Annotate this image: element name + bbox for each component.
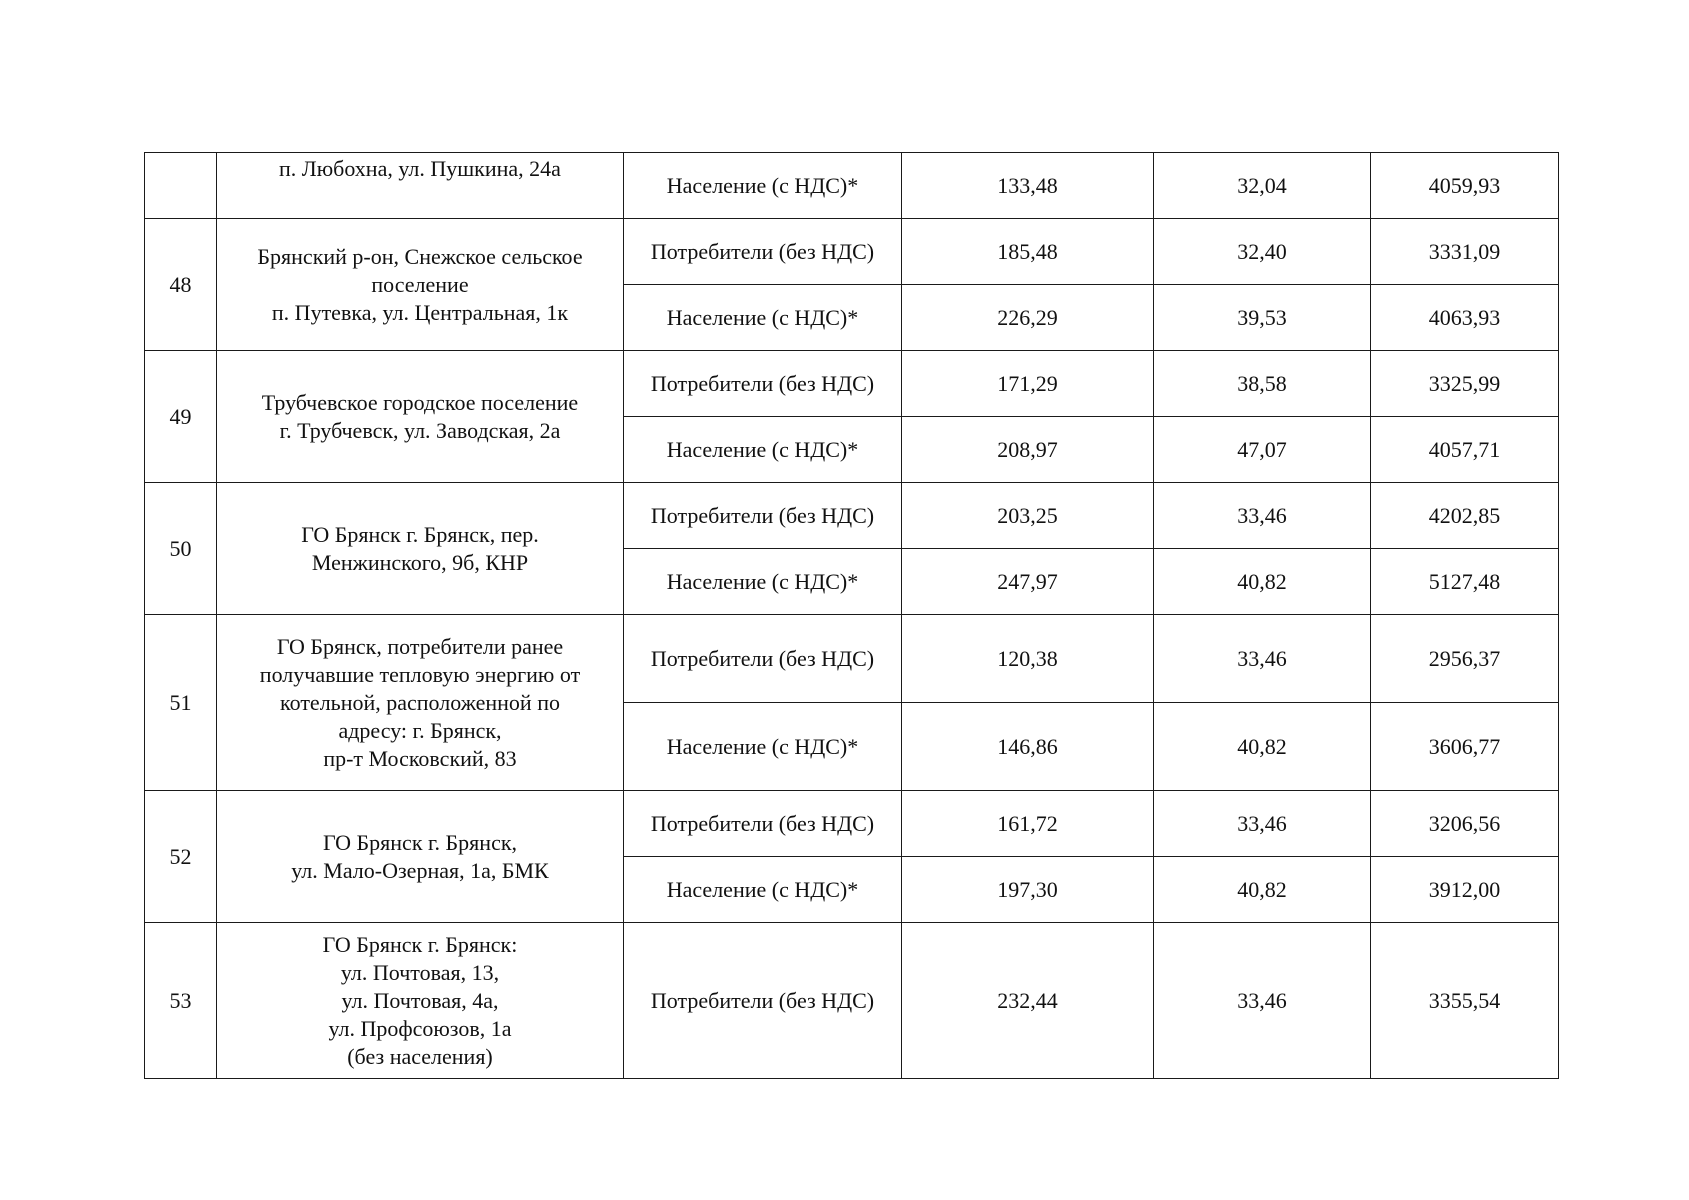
value-2: 33,46	[1154, 791, 1371, 857]
row-address: ГО Брянск г. Брянск, пер. Менжинского, 9б, КНР	[217, 483, 624, 615]
value-1: 161,72	[902, 791, 1154, 857]
tariff-table	[144, 152, 1559, 1079]
value-1: 146,86	[902, 703, 1154, 791]
value-3: 2956,37	[1371, 615, 1559, 703]
value-1: 120,38	[902, 615, 1154, 703]
consumer-category: Население (с НДС)*	[624, 285, 902, 351]
consumer-category: Население (с НДС)*	[624, 417, 902, 483]
value-2: 40,82	[1154, 857, 1371, 923]
value-1: 171,29	[902, 351, 1154, 417]
value-3: 4059,93	[1371, 153, 1559, 219]
value-2: 39,53	[1154, 285, 1371, 351]
row-number: 51	[145, 615, 217, 791]
value-1: 133,48	[902, 153, 1154, 219]
consumer-category: Потребители (без НДС)	[624, 615, 902, 703]
value-3: 3912,00	[1371, 857, 1559, 923]
table-row	[145, 219, 1559, 285]
row-number: 52	[145, 791, 217, 923]
table-row	[145, 791, 1559, 857]
table-row	[145, 153, 1559, 219]
value-1: 247,97	[902, 549, 1154, 615]
row-number: 49	[145, 351, 217, 483]
row-number	[145, 153, 217, 219]
value-3: 5127,48	[1371, 549, 1559, 615]
value-3: 4202,85	[1371, 483, 1559, 549]
value-1: 226,29	[902, 285, 1154, 351]
table-row	[145, 615, 1559, 703]
value-1: 185,48	[902, 219, 1154, 285]
consumer-category: Население (с НДС)*	[624, 549, 902, 615]
value-2: 33,46	[1154, 615, 1371, 703]
consumer-category: Потребители (без НДС)	[624, 219, 902, 285]
row-address: Трубчевское городское поселение г. Трубчевск, ул. Заводская, 2а	[217, 351, 624, 483]
value-2: 47,07	[1154, 417, 1371, 483]
row-number: 50	[145, 483, 217, 615]
value-2: 40,82	[1154, 549, 1371, 615]
value-1: 197,30	[902, 857, 1154, 923]
row-address: п. Любохна, ул. Пушкина, 24а	[217, 153, 624, 219]
value-3: 3355,54	[1371, 923, 1559, 1079]
value-3: 3331,09	[1371, 219, 1559, 285]
row-address: ГО Брянск, потребители ранее получавшие тепловую энергию от котельной, расположенной по адресу: г. Брянск, пр-т Московский, 83	[217, 615, 624, 791]
value-3: 4063,93	[1371, 285, 1559, 351]
value-2: 32,04	[1154, 153, 1371, 219]
row-address: ГО Брянск г. Брянск, ул. Мало-Озерная, 1а, БМК	[217, 791, 624, 923]
value-2: 40,82	[1154, 703, 1371, 791]
value-3: 3206,56	[1371, 791, 1559, 857]
value-1: 203,25	[902, 483, 1154, 549]
consumer-category: Потребители (без НДС)	[624, 351, 902, 417]
value-3: 3325,99	[1371, 351, 1559, 417]
value-1: 232,44	[902, 923, 1154, 1079]
row-address: Брянский р-он, Снежское сельское поселение п. Путевка, ул. Центральная, 1к	[217, 219, 624, 351]
consumer-category: Население (с НДС)*	[624, 703, 902, 791]
value-1: 208,97	[902, 417, 1154, 483]
table-row	[145, 483, 1559, 549]
value-2: 33,46	[1154, 923, 1371, 1079]
consumer-category: Потребители (без НДС)	[624, 483, 902, 549]
value-3: 3606,77	[1371, 703, 1559, 791]
row-number: 48	[145, 219, 217, 351]
row-address: ГО Брянск г. Брянск: ул. Почтовая, 13, ул. Почтовая, 4а, ул. Профсоюзов, 1а (без населения)	[217, 923, 624, 1079]
table-row	[145, 351, 1559, 417]
value-2: 38,58	[1154, 351, 1371, 417]
value-2: 33,46	[1154, 483, 1371, 549]
consumer-category: Население (с НДС)*	[624, 857, 902, 923]
value-3: 4057,71	[1371, 417, 1559, 483]
value-2: 32,40	[1154, 219, 1371, 285]
consumer-category: Потребители (без НДС)	[624, 791, 902, 857]
consumer-category: Население (с НДС)*	[624, 153, 902, 219]
row-number: 53	[145, 923, 217, 1079]
consumer-category: Потребители (без НДС)	[624, 923, 902, 1079]
table-row	[145, 923, 1559, 1079]
